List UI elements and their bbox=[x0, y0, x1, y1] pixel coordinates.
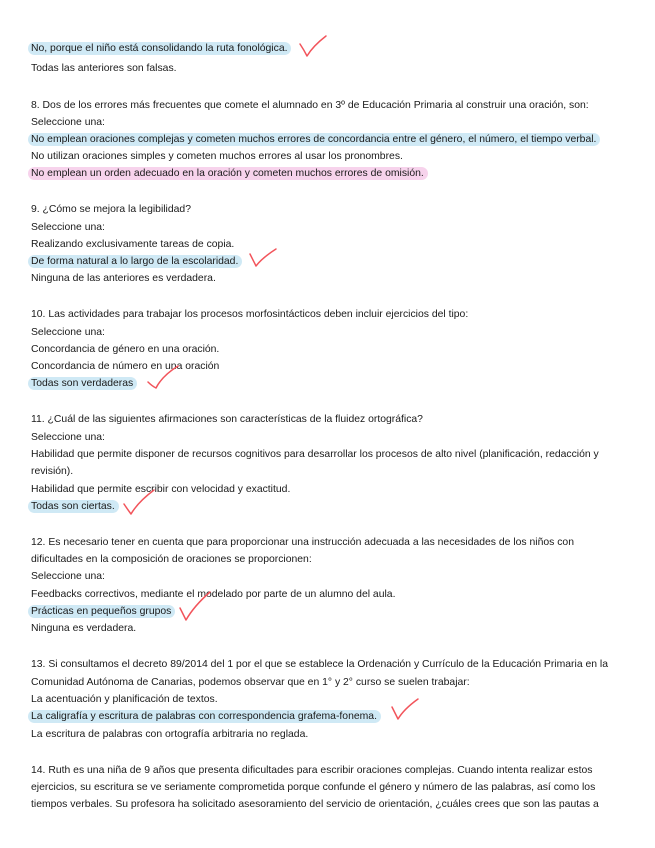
check-mark-icon bbox=[298, 34, 328, 62]
highlighted-answer: No, porque el niño está consolidando la ruta fonológica. bbox=[28, 42, 291, 55]
select-prompt: Seleccione una: bbox=[31, 222, 105, 233]
highlighted-answer: Todas son ciertas. bbox=[28, 500, 119, 513]
answer-option: Feedbacks correctivos, mediante el modelado por parte de un alumno del aula. bbox=[31, 589, 396, 600]
highlighted-answer: Todas son verdaderas bbox=[28, 377, 137, 390]
check-mark-icon bbox=[146, 364, 180, 392]
select-prompt: Seleccione una: bbox=[31, 571, 105, 582]
answer-option: No utilizan oraciones simples y cometen muchos errores al usar los pronombres. bbox=[31, 151, 403, 162]
answer-option bbox=[31, 42, 291, 56]
question-12: 12. Es necesario tener en cuenta que para proporcionar una instrucción adecuada a las necesidades de los niños con bbox=[31, 537, 574, 548]
answer-option bbox=[31, 605, 175, 619]
question-11: 11. ¿Cuál de las siguientes afirmaciones son características de la fluidez ortográfica? bbox=[31, 414, 423, 425]
check-mark-icon bbox=[122, 488, 156, 516]
question-13-continued: Comunidad Autónoma de Canarias, podemos observar que en 1° y 2° curso se suelen trabajar: bbox=[31, 677, 470, 688]
answer-option: Realizando exclusivamente tareas de copia. bbox=[31, 239, 235, 250]
answer-option: Todas las anteriores son falsas. bbox=[31, 63, 177, 74]
answer-option: Concordancia de número en una oración bbox=[31, 361, 220, 372]
answer-option bbox=[31, 255, 242, 269]
answer-option: La escritura de palabras con ortografía arbitraria no reglada. bbox=[31, 729, 309, 740]
answer-option bbox=[31, 133, 600, 147]
answer-option: Ninguna es verdadera. bbox=[31, 623, 137, 634]
check-mark-icon bbox=[390, 697, 420, 725]
answer-option: La acentuación y planificación de textos. bbox=[31, 694, 218, 705]
highlighted-answer: La caligrafía y escritura de palabras con correspondencia grafema-fonema. bbox=[28, 710, 381, 723]
answer-option: Ninguna de las anteriores es verdadera. bbox=[31, 273, 216, 284]
answer-option bbox=[31, 500, 119, 514]
select-prompt: Seleccione una: bbox=[31, 432, 105, 443]
highlighted-answer: De forma natural a lo largo de la escolaridad. bbox=[28, 255, 242, 268]
check-mark-icon bbox=[178, 590, 212, 624]
select-prompt: Seleccione una: bbox=[31, 117, 105, 128]
question-9: 9. ¿Cómo se mejora la legibilidad? bbox=[31, 204, 191, 215]
answer-option bbox=[31, 167, 428, 181]
question-14-continued: tiempos verbales. Su profesora ha solicitado asesoramiento del servicio de orientación, ¿cuáles crees que son las pautas a bbox=[31, 799, 599, 810]
highlighted-answer-pink: No emplean un orden adecuado en la oración y cometen muchos errores de omisión. bbox=[28, 167, 428, 180]
select-prompt: Seleccione una: bbox=[31, 327, 105, 338]
check-mark-icon bbox=[248, 246, 278, 274]
highlighted-answer: No emplean oraciones complejas y cometen muchos errores de concordancia entre el género, el número, el tiempo verbal. bbox=[28, 133, 600, 146]
question-8: 8. Dos de los errores más frecuentes que comete el alumnado en 3º de Educación Primaria al construir una oración, son: bbox=[31, 100, 589, 111]
question-14: 14. Ruth es una niña de 9 años que presenta dificultades para escribir oraciones complejas. Cuando intenta realizar estos bbox=[31, 765, 593, 776]
question-10: 10. Las actividades para trabajar los procesos morfosintácticos deben incluir ejercicios del tipo: bbox=[31, 309, 469, 320]
answer-option bbox=[31, 377, 137, 391]
question-12-continued: dificultades en la composición de oraciones se proporcionen: bbox=[31, 554, 312, 565]
question-14-continued: ejercicios, su escritura se ve seriamente comprometida porque confunde el género y número de las palabras, así como los bbox=[31, 782, 596, 793]
answer-option: Habilidad que permite disponer de recursos cognitivos para desarrollar los procesos de alto nivel (planificación, redacción y bbox=[31, 449, 599, 460]
question-13: 13. Si consultamos el decreto 89/2014 del 1 por el que se establece la Ordenación y Currículo de la Educación Primaria en la bbox=[31, 659, 609, 670]
answer-option-continued: revisión). bbox=[31, 466, 74, 477]
answer-option: Habilidad que permite escribir con velocidad y exactitud. bbox=[31, 484, 291, 495]
answer-option: Concordancia de género en una oración. bbox=[31, 344, 220, 355]
highlighted-answer: Prácticas en pequeños grupos bbox=[28, 605, 175, 618]
answer-option bbox=[31, 710, 381, 724]
